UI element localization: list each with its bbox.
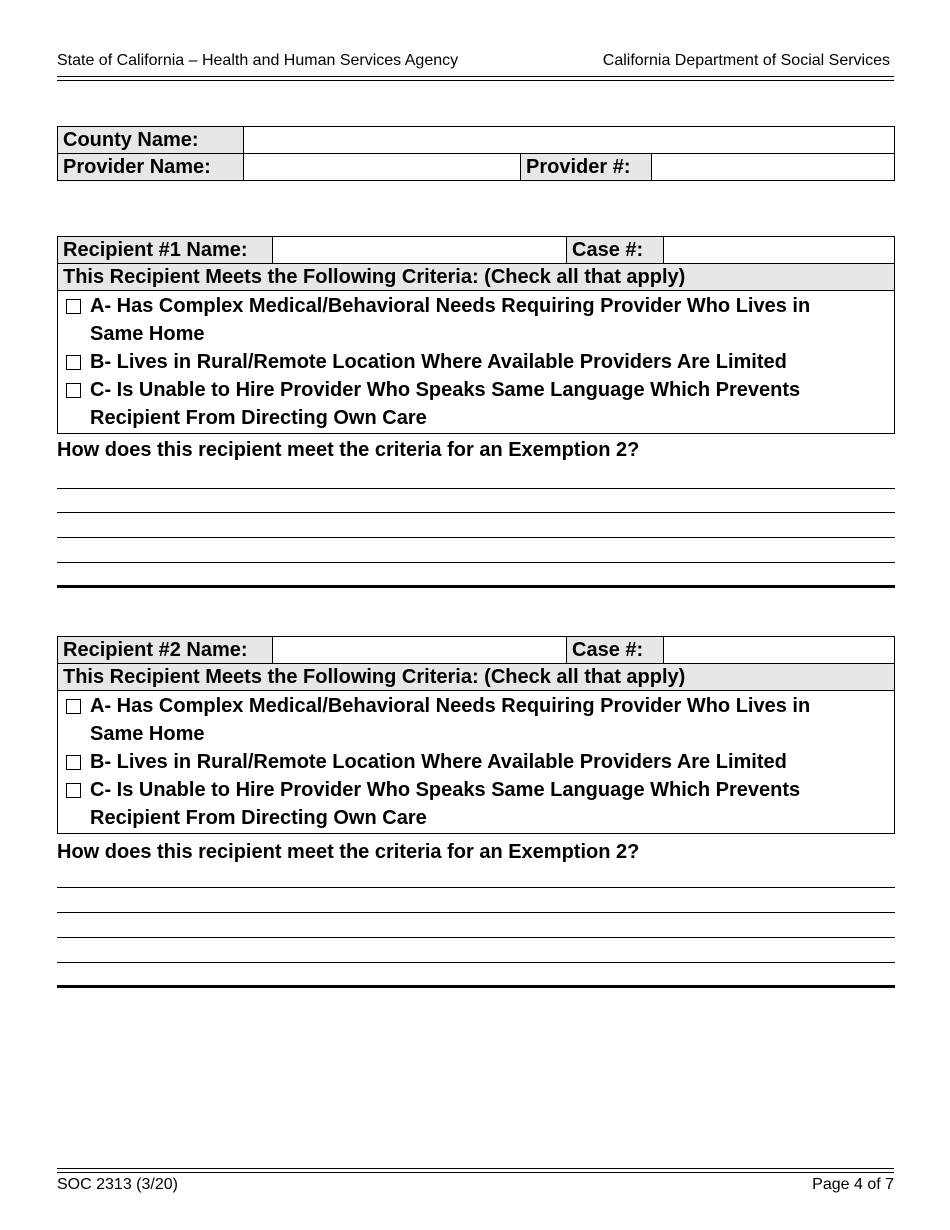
recipient-1-checkbox-a[interactable] [66, 299, 81, 314]
recipient-2-criteria-heading: This Recipient Meets the Following Criteria: (Check all that apply) [58, 664, 895, 691]
provider-number-label: Provider #: [521, 154, 652, 181]
header-agency: State of California – Health and Human Services Agency [57, 52, 459, 69]
recipient-1-criterion-c [63, 376, 889, 432]
county-name-field[interactable] [244, 127, 895, 154]
provider-name-label: Provider Name: [58, 154, 244, 181]
recipient-1-case-field[interactable] [664, 237, 895, 264]
recipient-2-question: How does this recipient meet the criteria for an Exemption 2? [57, 841, 640, 863]
criterion-text: B- Lives in Rural/Remote Location Where Available Providers Are Limited [90, 351, 787, 373]
recipient-1-answer-line[interactable] [57, 488, 895, 489]
recipient-2-answer-line[interactable] [57, 937, 895, 938]
recipient-1-name-field[interactable] [273, 237, 567, 264]
criterion-text: C- Is Unable to Hire Provider Who Speaks Same Language Which Prevents [90, 779, 801, 801]
header-rule [57, 76, 894, 81]
recipient-1-answer-line[interactable] [57, 562, 895, 563]
recipient-1-criterion-b [63, 348, 889, 376]
recipient-2-checkbox-a[interactable] [66, 699, 81, 714]
recipient-2-checkbox-c[interactable] [66, 783, 81, 798]
county-name-label: County Name: [58, 127, 244, 154]
criterion-text: Same Home [90, 323, 205, 345]
recipient-2-answer-line[interactable] [57, 985, 895, 988]
recipient-2-table [57, 636, 895, 834]
provider-info-table [57, 126, 895, 181]
criterion-text: C- Is Unable to Hire Provider Who Speaks Same Language Which Prevents [90, 379, 801, 401]
recipient-2-answer-line[interactable] [57, 887, 895, 888]
recipient-1-answer-line[interactable] [57, 537, 895, 538]
provider-number-field[interactable] [652, 154, 895, 181]
criterion-text: Recipient From Directing Own Care [90, 407, 427, 429]
recipient-1-criteria-heading: This Recipient Meets the Following Criteria: (Check all that apply) [58, 264, 895, 291]
recipient-1-name-label: Recipient #1 Name: [58, 237, 273, 264]
recipient-1-case-label: Case #: [567, 237, 664, 264]
recipient-2-answer-line[interactable] [57, 912, 895, 913]
recipient-1-criterion-a [63, 292, 889, 348]
criterion-text: A- Has Complex Medical/Behavioral Needs Requiring Provider Who Lives in [90, 695, 811, 717]
recipient-1-criteria-list [58, 291, 895, 434]
criterion-text: B- Lives in Rural/Remote Location Where Available Providers Are Limited [90, 751, 787, 773]
criterion-text: Same Home [90, 723, 205, 745]
recipient-1-checkbox-c[interactable] [66, 383, 81, 398]
recipient-1-table [57, 236, 895, 434]
recipient-2-case-label: Case #: [567, 637, 664, 664]
recipient-1-answer-line[interactable] [57, 512, 895, 513]
form-id: SOC 2313 (3/20) [57, 1176, 178, 1193]
page-number: Page 4 of 7 [812, 1176, 894, 1193]
recipient-1-checkbox-b[interactable] [66, 355, 81, 370]
provider-name-field[interactable] [244, 154, 521, 181]
recipient-2-criterion-c [63, 776, 889, 832]
recipient-2-checkbox-b[interactable] [66, 755, 81, 770]
recipient-2-case-field[interactable] [664, 637, 895, 664]
recipient-2-name-field[interactable] [273, 637, 567, 664]
recipient-2-criterion-b [63, 748, 889, 776]
header-department: California Department of Social Services [602, 52, 890, 69]
recipient-1-answer-line[interactable] [57, 585, 895, 588]
recipient-2-criterion-a [63, 692, 889, 748]
footer-rule [57, 1168, 894, 1173]
recipient-2-criteria-list [58, 691, 895, 834]
recipient-1-question: How does this recipient meet the criteria for an Exemption 2? [57, 439, 640, 461]
recipient-2-answer-line[interactable] [57, 962, 895, 963]
recipient-2-name-label: Recipient #2 Name: [58, 637, 273, 664]
criterion-text: Recipient From Directing Own Care [90, 807, 427, 829]
criterion-text: A- Has Complex Medical/Behavioral Needs Requiring Provider Who Lives in [90, 295, 811, 317]
